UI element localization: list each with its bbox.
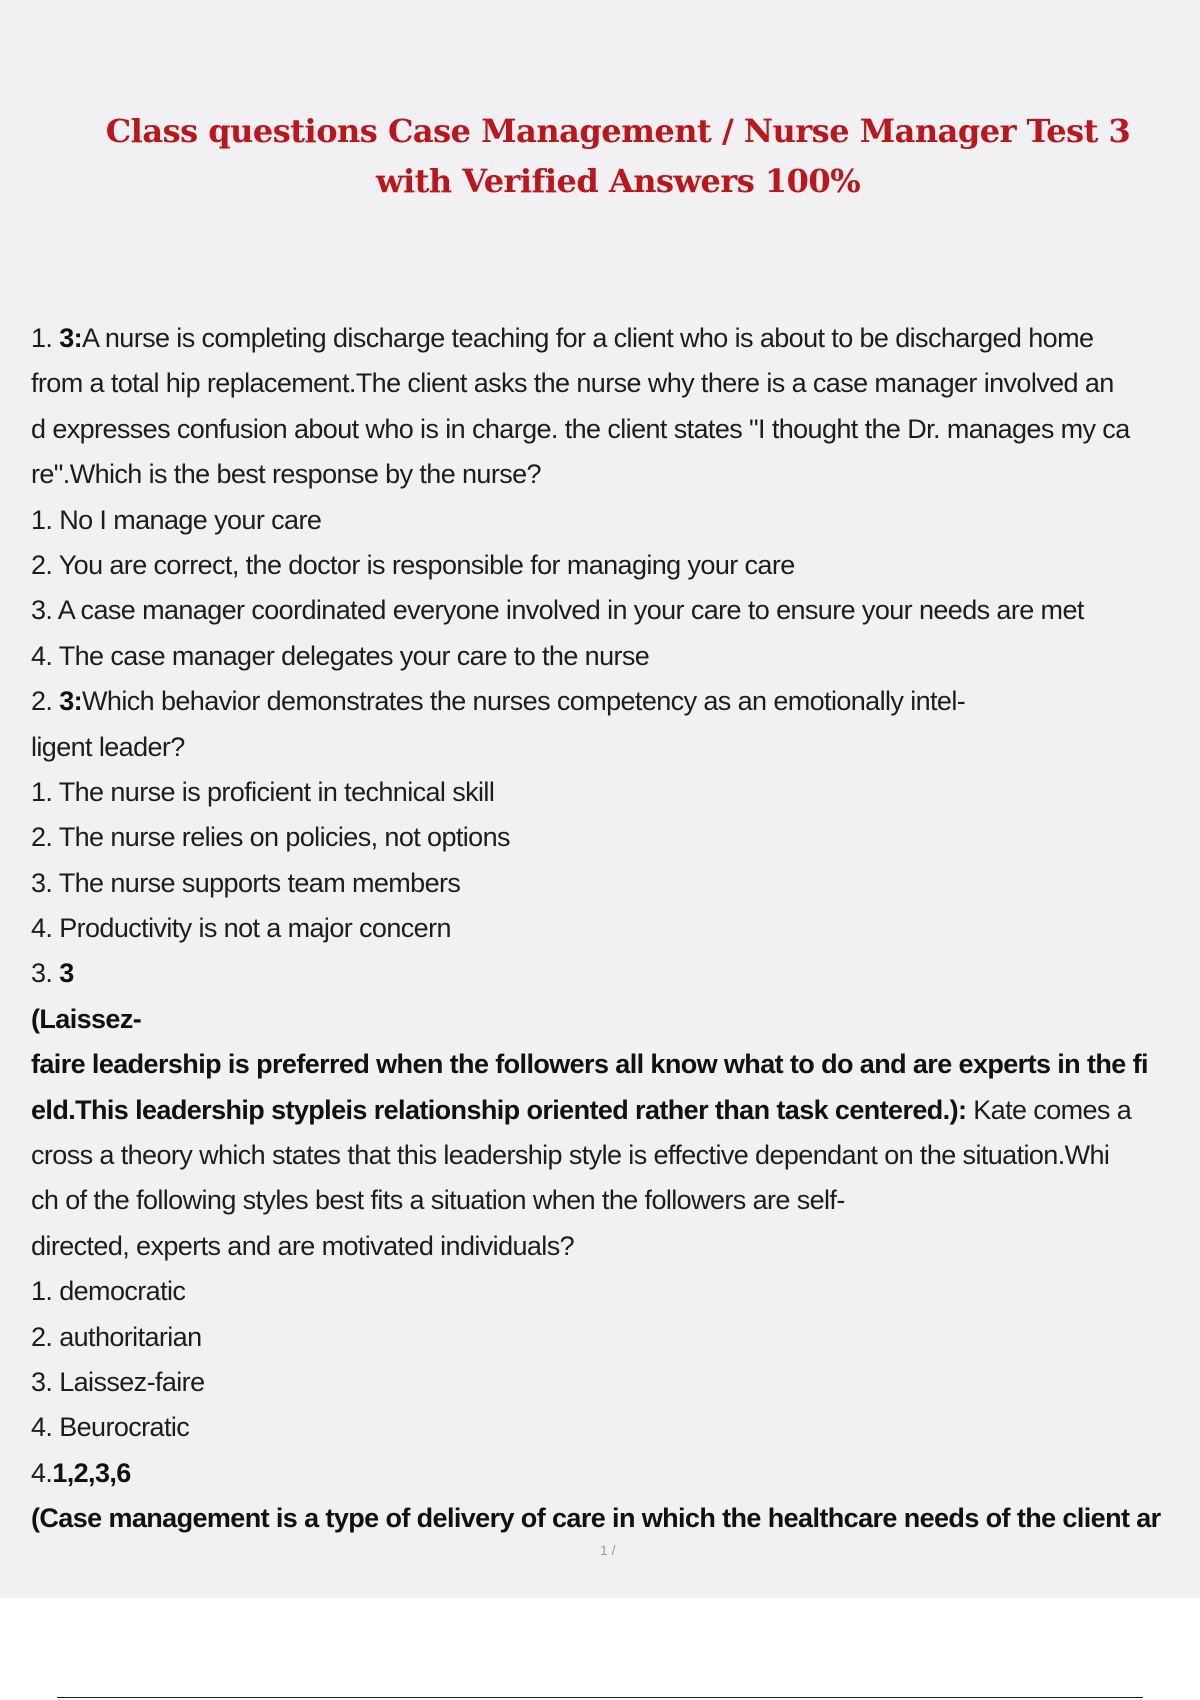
question-3-option: 3. Laissez-faire	[31, 1366, 205, 1397]
question-4-bold-line-1: (Case management is a type of delivery of care in which the healthcare needs of the client ar	[31, 1503, 1161, 1534]
page-divider	[57, 1697, 1143, 1698]
title-line-2: with Verified Answers 100%	[375, 162, 861, 200]
question-2-option: 2. The nurse relies on policies, not options	[31, 822, 510, 853]
question-3-option: 2. authoritarian	[31, 1321, 202, 1352]
question-1-text-1: A nurse is completing discharge teaching for a client who is about to be discharged home	[82, 323, 1094, 353]
question-3-bold-line-3: eld.This leadership stypleis relationship oriented rather than task centered.):	[31, 1094, 967, 1125]
question-1-line-4: re".Which is the best response by the nurse?	[31, 459, 541, 490]
question-2-option: 1. The nurse is proficient in technical skill	[31, 776, 495, 807]
question-3-bold-line-1: (Laissez-	[31, 1003, 142, 1034]
question-2-line-2: ligent leader?	[31, 731, 185, 762]
question-4-tag: 1,2,3,6	[52, 1457, 131, 1488]
question-1-line-1	[31, 316, 1200, 361]
question-3-line-1	[31, 951, 1200, 996]
title-line-1: Class questions Case Management / Nurse Manager Test 3	[105, 112, 1131, 150]
question-3-tag: 3	[59, 958, 74, 989]
question-3-option: 1. democratic	[31, 1276, 186, 1307]
question-1-option: 1. No I manage your care	[31, 504, 322, 535]
question-3-line-6: directed, experts and are motivated individuals?	[31, 1230, 575, 1261]
document-body	[31, 316, 1200, 1542]
question-1-line-2: from a total hip replacement.The client asks the nurse why there is a case manager involved an	[31, 368, 1114, 399]
question-3-line-4: cross a theory which states that this leadership style is effective dependant on the situation.Whi	[31, 1140, 1110, 1171]
question-2-number: 2.	[31, 686, 53, 717]
question-3-line-3	[31, 1088, 1200, 1133]
question-1-line-3: d expresses confusion about who is in charge. the client states "I thought the Dr. manages my ca	[31, 413, 1130, 444]
question-1-option: 3. A case manager coordinated everyone involved in your care to ensure your needs are met	[31, 595, 1084, 626]
question-1-tag: 3:	[59, 323, 83, 353]
question-2-text-1: Which behavior demonstrates the nurses competency as an emotionally intel-	[82, 686, 966, 717]
question-3-number: 3.	[31, 958, 53, 989]
question-3-option: 4. Beurocratic	[31, 1412, 190, 1443]
question-1-option: 2. You are correct, the doctor is responsible for managing your care	[31, 549, 795, 580]
question-1-option: 4. The case manager delegates your care to the nurse	[31, 640, 650, 671]
question-2-option: 4. Productivity is not a major concern	[31, 913, 451, 944]
question-2-tag: 3:	[59, 686, 83, 717]
question-3-text-3: Kate comes a	[966, 1094, 1132, 1125]
document-title	[0, 106, 1200, 206]
question-4-line-1	[31, 1451, 1200, 1496]
question-4-number: 4.	[31, 1457, 53, 1488]
question-3-line-5: ch of the following styles best fits a situation when the followers are self-	[31, 1185, 845, 1216]
question-3-bold-line-2: faire leadership is preferred when the followers all know what to do and are experts in the fi	[31, 1049, 1148, 1080]
page-number: 1 /	[600, 1542, 616, 1558]
question-1-number: 1.	[31, 323, 53, 353]
question-2-option: 3. The nurse supports team members	[31, 867, 461, 898]
question-2-line-1	[31, 679, 1200, 724]
